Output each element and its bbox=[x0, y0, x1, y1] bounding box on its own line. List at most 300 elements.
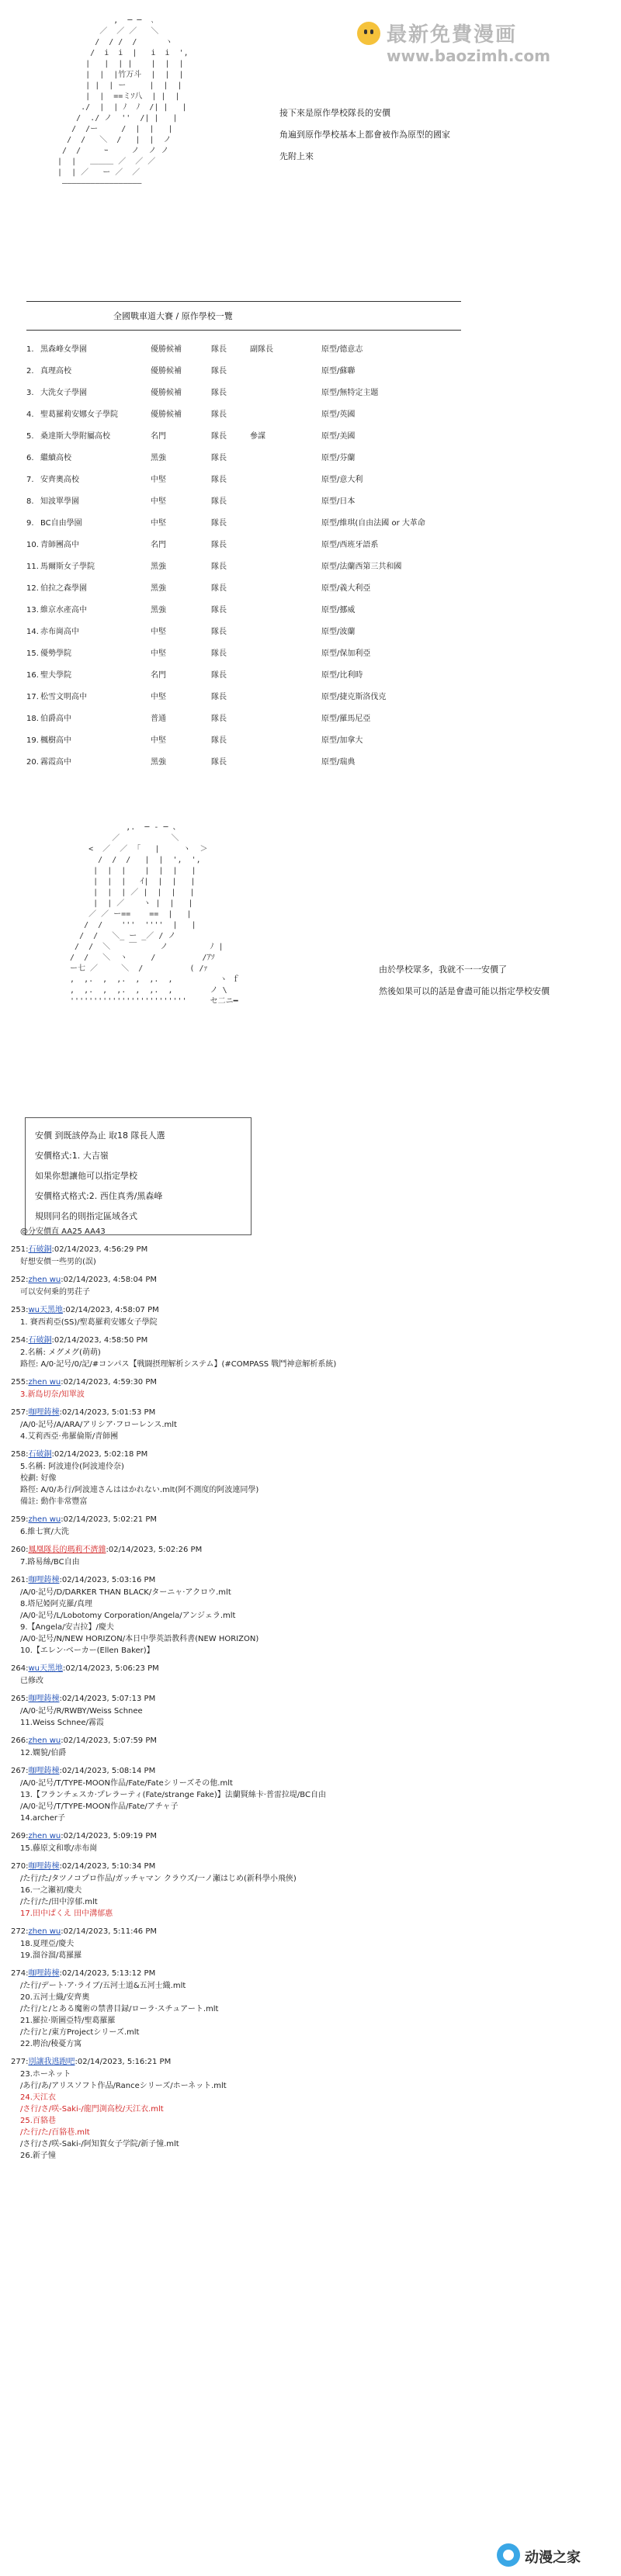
post-line: 25.百貉巷 bbox=[20, 2117, 56, 2125]
school-role: 隊長 bbox=[211, 540, 227, 549]
comment-post bbox=[11, 1663, 601, 1687]
school-name bbox=[26, 733, 151, 745]
school-type: 黑強 bbox=[151, 757, 166, 767]
post-line: 22.聘治/稜憂方寓 bbox=[20, 2040, 82, 2048]
post-body bbox=[11, 1389, 601, 1401]
roster-row bbox=[26, 489, 461, 511]
school-proto: 原型/挪威 bbox=[321, 605, 356, 615]
school-proto: 原型/維琪(自由法國 or 大革命 bbox=[321, 518, 425, 528]
post-header: 265:咖哩鋳棟:02/14/2023, 5:07:13 PM bbox=[11, 1695, 156, 1703]
school-name bbox=[26, 364, 151, 376]
school-name-text: 伯拉之森學園 bbox=[40, 583, 87, 593]
comment-post bbox=[11, 1968, 601, 2050]
comment-post bbox=[11, 1376, 601, 1401]
post-line: 16.一之瀬初/慶夫 bbox=[20, 1886, 82, 1895]
post-timestamp: :02/14/2023, 5:07:59 PM bbox=[61, 1736, 157, 1745]
post-number: 257 bbox=[11, 1408, 26, 1417]
post-body bbox=[11, 1556, 601, 1568]
post-header: 269:zhen wu:02/14/2023, 5:09:19 PM bbox=[11, 1832, 157, 1840]
post-line: 17.田中ぱくえ 田中溝郁惠 bbox=[20, 1909, 113, 1918]
school-proto: 原型/比利時 bbox=[321, 670, 363, 680]
roster-row bbox=[26, 402, 461, 424]
roster-row bbox=[26, 337, 461, 358]
school-name bbox=[26, 625, 151, 636]
post-body bbox=[11, 1778, 601, 1824]
school-type: 中堅 bbox=[151, 736, 166, 745]
roster-row bbox=[26, 663, 461, 684]
post-number: 259 bbox=[11, 1515, 26, 1524]
rule-line: 如果你想讓他可以指定學校 bbox=[35, 1171, 137, 1181]
author-link[interactable]: zhen wu bbox=[28, 1515, 61, 1524]
logo-mark-icon bbox=[497, 2543, 520, 2567]
post-line: 備註: 動作非常豐富 bbox=[20, 1497, 88, 1506]
row-number: 6. bbox=[26, 453, 34, 462]
row-number: 8. bbox=[26, 497, 34, 506]
author-link[interactable]: 咖哩鋳棟 bbox=[28, 1767, 60, 1775]
school-role: 隊長 bbox=[211, 649, 227, 658]
school-name bbox=[26, 451, 151, 462]
comment-post bbox=[11, 1765, 601, 1824]
school-roster-table bbox=[26, 301, 461, 771]
roster-row bbox=[26, 445, 461, 467]
post-line: 15.藤原文和歌/赤布崗 bbox=[20, 1844, 98, 1853]
school-proto: 原型/意大利 bbox=[321, 475, 363, 484]
school-name-text: 真理高校 bbox=[40, 366, 71, 376]
school-type: 優勝候補 bbox=[151, 366, 182, 376]
post-body bbox=[11, 1419, 601, 1442]
school-name bbox=[26, 386, 151, 397]
post-number: 253 bbox=[11, 1306, 26, 1314]
post-line: /A/0·記号/L/Lobotomy Corporation/Angela/アンジェラ.mlt bbox=[20, 1612, 236, 1620]
post-line: 1. 賽西莉亞(SS)/聖葛羅莉安娜女子學院 bbox=[20, 1318, 158, 1327]
post-line: 19.溜谷溜/葛羅羅 bbox=[20, 1951, 82, 1960]
school-type: 普通 bbox=[151, 714, 166, 723]
intro-line: 接下來是原作學校隊長的安價 bbox=[279, 108, 390, 118]
post-line: 18.夏理亞/慶夫 bbox=[20, 1940, 75, 1948]
post-line: /A/0·記号/A/ARA/アリシア·フローレンス.mlt bbox=[20, 1421, 177, 1429]
post-timestamp: :02/14/2023, 5:06:23 PM bbox=[63, 1664, 159, 1673]
school-role: 隊長 bbox=[211, 475, 227, 484]
row-number: 11. bbox=[26, 562, 39, 571]
row-number: 2. bbox=[26, 366, 34, 376]
post-body bbox=[11, 1587, 601, 1657]
post-line: /た行/た/百貉巷.mlt bbox=[20, 2128, 90, 2137]
speech-line: 然後如果可以的話是會盡可能以指定學校安價 bbox=[379, 986, 550, 996]
school-role: 隊長 bbox=[211, 366, 227, 376]
post-line: 10.【エレン·ベーカー(Ellen Baker)】 bbox=[20, 1646, 154, 1655]
author-link[interactable]: 鳳凰隊長的瑪莉不濟雜 bbox=[28, 1546, 106, 1554]
roster-row bbox=[26, 706, 461, 728]
post-line: /た行/た/タツノコプロ作品/ガッチャマン クラウズ/一ノ瀬はじめ(新科學小飛俠) bbox=[20, 1875, 297, 1883]
author-link[interactable]: 咖哩鋳棟 bbox=[28, 1408, 60, 1417]
post-line: 14.archer子 bbox=[20, 1814, 66, 1823]
post-line: 4.艾莉西亞·弗羅倫斯/青師團 bbox=[20, 1432, 119, 1441]
roster-row bbox=[26, 532, 461, 554]
roster-row bbox=[26, 641, 461, 663]
school-name-text: 知波單學園 bbox=[40, 497, 79, 506]
post-line: 路徑: A/0·記号/0/記/#コンパス【戦闘摂理解析システム】(#COMPASS 戰鬥神意解析系統) bbox=[20, 1360, 337, 1369]
row-number: 16. bbox=[26, 670, 39, 680]
post-timestamp: :02/14/2023, 5:03:16 PM bbox=[59, 1576, 156, 1584]
school-type: 中堅 bbox=[151, 649, 166, 658]
post-line: /A/0·記号/D/DARKER THAN BLACK/ターニャ·アクロウ.mlt bbox=[20, 1588, 231, 1597]
rules-box bbox=[25, 1117, 252, 1235]
intro-text bbox=[279, 102, 450, 168]
school-proto: 原型/蘇聯 bbox=[321, 366, 356, 376]
post-line: @分安價直 AA25 AA43 bbox=[20, 1227, 106, 1236]
school-name-text: 繼續高校 bbox=[40, 453, 71, 462]
post-line: 23.ホーネット bbox=[20, 2070, 71, 2079]
post-line: 好想安價一些男的(誤) bbox=[20, 1258, 96, 1266]
school-role: 隊長 bbox=[211, 605, 227, 615]
comment-post bbox=[11, 1226, 601, 1238]
comment-post bbox=[11, 1926, 601, 1961]
school-name bbox=[26, 342, 151, 354]
comment-post bbox=[11, 1449, 601, 1508]
post-timestamp: :02/14/2023, 5:13:12 PM bbox=[59, 1969, 156, 1978]
post-line: /A/0·記号/T/TYPE-MOON作品/Fate/アチャ子 bbox=[20, 1802, 179, 1811]
post-body bbox=[11, 1317, 601, 1328]
site-logo bbox=[497, 2540, 613, 2571]
author-link[interactable]: 咖哩鋳棟 bbox=[28, 1576, 60, 1584]
author-link[interactable]: 別讓我逃跑吧 bbox=[28, 2058, 75, 2066]
post-line: 可以安何乗的男荘子 bbox=[20, 1288, 90, 1297]
post-timestamp: :02/14/2023, 5:11:46 PM bbox=[61, 1927, 157, 1936]
post-header: 259:zhen wu:02/14/2023, 5:02:21 PM bbox=[11, 1515, 157, 1524]
author-link[interactable]: wu天黑地 bbox=[28, 1306, 63, 1314]
watermark-logo bbox=[357, 17, 605, 71]
comment-post bbox=[11, 1244, 601, 1268]
author-link[interactable]: zhen wu bbox=[28, 1736, 61, 1745]
row-number: 17. bbox=[26, 692, 39, 701]
post-body bbox=[11, 1526, 601, 1538]
school-role: 隊長 bbox=[211, 431, 227, 441]
post-line: /さ行/さ/咲-Saki-/阿知賀女子学院/新子憧.mlt bbox=[20, 2140, 179, 2148]
comment-post bbox=[11, 1861, 601, 1920]
row-number: 7. bbox=[26, 475, 34, 484]
watermark-url: www.baozimh.com bbox=[387, 47, 550, 65]
rule-line: 安價格式:1. 大吉嶺 bbox=[35, 1151, 109, 1161]
author-link[interactable]: 咖哩鋳棟 bbox=[28, 1862, 60, 1871]
school-name bbox=[26, 429, 151, 441]
post-header: 264:wu天黑地:02/14/2023, 5:06:23 PM bbox=[11, 1664, 159, 1673]
school-role: 隊長 bbox=[211, 562, 227, 571]
post-timestamp: :02/14/2023, 5:02:18 PM bbox=[51, 1450, 148, 1459]
post-number: 251 bbox=[11, 1245, 26, 1254]
school-name-text: 聖夫學院 bbox=[40, 670, 71, 680]
row-number: 3. bbox=[26, 388, 34, 397]
school-name bbox=[26, 581, 151, 593]
school-name-text: 桑達斯大學附屬高校 bbox=[40, 431, 110, 441]
post-timestamp: :02/14/2023, 4:58:04 PM bbox=[61, 1276, 157, 1284]
row-number: 20. bbox=[26, 757, 39, 767]
school-type: 中堅 bbox=[151, 627, 166, 636]
roster-row bbox=[26, 619, 461, 641]
intro-line: 角遍到原作學校基本上都會被作為原型的國家 bbox=[279, 130, 450, 140]
post-number: 255 bbox=[11, 1378, 26, 1387]
post-line: /A/0·記号/T/TYPE-MOON作品/Fate/Fateシリーズその他.mlt bbox=[20, 1779, 233, 1788]
post-number: 254 bbox=[11, 1336, 26, 1345]
school-type: 黑強 bbox=[151, 605, 166, 615]
school-role: 隊長 bbox=[211, 714, 227, 723]
post-line: 9.【Angela/安吉拉】/慶夫 bbox=[20, 1623, 114, 1632]
roster-row bbox=[26, 684, 461, 706]
roster-row bbox=[26, 511, 461, 532]
roster-row bbox=[26, 554, 461, 576]
post-body bbox=[11, 1873, 601, 1920]
comment-post bbox=[11, 1735, 601, 1759]
school-name bbox=[26, 538, 151, 549]
roster-row bbox=[26, 467, 461, 489]
school-name bbox=[26, 407, 151, 419]
school-name bbox=[26, 668, 151, 680]
post-header: 274:咖哩鋳棟:02/14/2023, 5:13:12 PM bbox=[11, 1969, 156, 1978]
post-number: 277 bbox=[11, 2058, 26, 2066]
post-line: /さ行/さ/咲-Saki-/龍門渕高校/天江衣.mlt bbox=[20, 2105, 164, 2114]
author-link[interactable]: wu天黑地 bbox=[28, 1664, 63, 1673]
author-link[interactable]: 咖哩鋳棟 bbox=[28, 1969, 60, 1978]
post-line: /た行/た/田中淳郁.mlt bbox=[20, 1898, 98, 1906]
post-body bbox=[11, 1286, 601, 1298]
school-type: 黑強 bbox=[151, 562, 166, 571]
author-link[interactable]: 石破銅 bbox=[28, 1245, 52, 1254]
post-line: /A/0·記号/N/NEW HORIZON/本日中學英語教科書(NEW HORIZON) bbox=[20, 1635, 259, 1643]
school-proto: 原型/英國 bbox=[321, 410, 356, 419]
post-line: 已修改 bbox=[20, 1677, 43, 1685]
post-body bbox=[11, 1747, 601, 1759]
post-line: 21.羅拉·斯圖亞特/聖葛羅羅 bbox=[20, 2017, 116, 2025]
rule-line: 規則同名的則指定區域各式 bbox=[35, 1211, 137, 1221]
school-name bbox=[26, 712, 151, 723]
school-role: 隊長 bbox=[211, 627, 227, 636]
post-number: 261 bbox=[11, 1576, 26, 1584]
author-link[interactable]: zhen wu bbox=[28, 1927, 61, 1936]
roster-row bbox=[26, 358, 461, 380]
roster-row bbox=[26, 576, 461, 597]
rule-line: 安價格式格式:2. 西住真秀/黑森峰 bbox=[35, 1191, 163, 1201]
school-proto: 原型/法蘭西第三共和國 bbox=[321, 562, 402, 571]
post-line: 3.新島切奈/知單波 bbox=[20, 1390, 85, 1399]
school-type: 名門 bbox=[151, 540, 166, 549]
comment-post bbox=[11, 1693, 601, 1729]
school-role: 隊長 bbox=[211, 410, 227, 419]
school-name-text: 優勢學院 bbox=[40, 649, 71, 658]
author-link[interactable]: zhen wu bbox=[28, 1378, 61, 1387]
school-name-text: 大洗女子學園 bbox=[40, 388, 87, 397]
post-line: 20.五河士織/安齊奧 bbox=[20, 1993, 90, 2002]
comment-post bbox=[11, 1544, 601, 1568]
post-body bbox=[11, 1461, 601, 1508]
post-header: 251:石破銅:02/14/2023, 4:56:29 PM bbox=[11, 1245, 148, 1254]
ascii-art-character-middle: ,. ─ ‐ ─ 、 ／ ＼ < ／ ／ ｢ | ヽ ＞ / / / | | ', ', | | | | | | | | | | ｲ| | | | | | | ／ | | | | | | ／ ヽ | | | ／ ／ ー== == | | / / ''' '''' | | / / ＼_ ー _／ / ノ / / ＼ ￣ ノ ﾉ | / / ＼ ヽ / /ｱｿ ー七 ／ ＼ / ( /ｧ , ,. , ,. , ,. , ヽ ｆ , ,. , ,. , ,. , ノ \ ''''''''''''''''''''''''' セ二ニ━ bbox=[70, 823, 240, 1006]
post-line: 5.名稱: 阿波連伶(阿波連伶奈) bbox=[20, 1463, 124, 1471]
roster-row bbox=[26, 750, 461, 771]
comment-post bbox=[11, 1274, 601, 1298]
post-line: 6.維七實/大洗 bbox=[20, 1528, 69, 1536]
school-name bbox=[26, 473, 151, 484]
post-header: 261:咖哩鋳棟:02/14/2023, 5:03:16 PM bbox=[11, 1576, 156, 1584]
post-number: 269 bbox=[11, 1832, 26, 1840]
school-role: 隊長 bbox=[211, 518, 227, 528]
post-body bbox=[11, 1980, 601, 2050]
post-line: /た行/デート·ア·ライブ/五河士道&五河士織.mlt bbox=[20, 1982, 186, 1990]
post-header: 255:zhen wu:02/14/2023, 4:59:30 PM bbox=[11, 1378, 157, 1387]
row-number: 9. bbox=[26, 518, 34, 528]
school-name-text: 聖葛羅莉安娜女子學院 bbox=[40, 410, 118, 419]
post-line: 校劃: 好像 bbox=[20, 1474, 57, 1483]
post-number: 274 bbox=[11, 1969, 26, 1978]
comment-post bbox=[11, 1514, 601, 1538]
school-proto: 原型/德意志 bbox=[321, 345, 363, 354]
post-header: 257:咖哩鋳棟:02/14/2023, 5:01:53 PM bbox=[11, 1408, 156, 1417]
post-line: 2.名稱: メグメグ(萌萌) bbox=[20, 1349, 101, 1357]
roster-title: 全國戰車道大賽 / 原作學校一覽 bbox=[113, 311, 233, 321]
school-role: 隊長 bbox=[211, 345, 227, 354]
post-number: 252 bbox=[11, 1276, 26, 1284]
school-extra: 副隊長 bbox=[250, 345, 273, 354]
comment-post bbox=[11, 1574, 601, 1657]
post-timestamp: :02/14/2023, 4:59:30 PM bbox=[61, 1378, 157, 1387]
school-proto: 原型/波蘭 bbox=[321, 627, 356, 636]
school-type: 中堅 bbox=[151, 692, 166, 701]
school-proto: 原型/羅馬尼亞 bbox=[321, 714, 371, 723]
author-link[interactable]: 石破銅 bbox=[28, 1336, 52, 1345]
post-number: 260 bbox=[11, 1546, 26, 1554]
school-name-text: 維京水產高中 bbox=[40, 605, 87, 615]
post-header: 266:zhen wu:02/14/2023, 5:07:59 PM bbox=[11, 1736, 157, 1745]
post-timestamp: :02/14/2023, 5:02:21 PM bbox=[61, 1515, 157, 1524]
school-proto: 原型/芬蘭 bbox=[321, 453, 356, 462]
rule-line: 安價 到既該停為止 取18 隊長人選 bbox=[35, 1130, 165, 1141]
school-type: 黑強 bbox=[151, 453, 166, 462]
comment-post bbox=[11, 2056, 601, 2162]
school-proto: 原型/西班牙語系 bbox=[321, 540, 379, 549]
school-extra: 參謀 bbox=[250, 431, 265, 441]
school-name bbox=[26, 690, 151, 701]
school-name bbox=[26, 559, 151, 571]
row-number: 18. bbox=[26, 714, 39, 723]
post-body bbox=[11, 1705, 601, 1729]
school-name bbox=[26, 494, 151, 506]
row-number: 1. bbox=[26, 345, 34, 354]
school-name-text: 黒森峰女學園 bbox=[40, 345, 87, 354]
post-body bbox=[11, 1675, 601, 1687]
post-body bbox=[11, 2069, 601, 2162]
roster-row bbox=[26, 380, 461, 402]
post-number: 264 bbox=[11, 1664, 26, 1673]
intro-line: 先附上來 bbox=[279, 151, 314, 161]
school-role: 隊長 bbox=[211, 736, 227, 745]
post-timestamp: :02/14/2023, 5:07:13 PM bbox=[59, 1695, 156, 1703]
school-proto: 原型/捷克斯洛伐克 bbox=[321, 692, 387, 701]
post-line: 11.Weiss Schnee/霧霞 bbox=[20, 1719, 104, 1727]
post-header: 258:石破銅:02/14/2023, 5:02:18 PM bbox=[11, 1450, 148, 1459]
school-name-text: 安齊奧高校 bbox=[40, 475, 79, 484]
school-type: 中堅 bbox=[151, 497, 166, 506]
post-header: 254:石破銅:02/14/2023, 4:58:50 PM bbox=[11, 1336, 148, 1345]
author-link[interactable]: zhen wu bbox=[28, 1276, 61, 1284]
school-name-text: BC自由學園 bbox=[40, 518, 82, 528]
school-proto: 原型/美國 bbox=[321, 431, 356, 441]
post-body bbox=[11, 1938, 601, 1961]
post-timestamp: :02/14/2023, 4:58:50 PM bbox=[51, 1336, 148, 1345]
school-type: 黑強 bbox=[151, 583, 166, 593]
watermark-title: 最新免費漫画 bbox=[387, 23, 518, 47]
school-role: 隊長 bbox=[211, 453, 227, 462]
school-type: 名門 bbox=[151, 670, 166, 680]
post-header: 260:鳳凰隊長的瑪莉不濟雜:02/14/2023, 5:02:26 PM bbox=[11, 1546, 203, 1554]
post-line: 12.嫻貌/伯爵 bbox=[20, 1749, 67, 1757]
post-line: 8.塔尼婭阿克羅/真理 bbox=[20, 1600, 92, 1608]
school-name bbox=[26, 516, 151, 528]
school-type: 優勝候補 bbox=[151, 345, 182, 354]
post-line: 7.路易絲/BC自由 bbox=[20, 1558, 80, 1567]
roster-row bbox=[26, 597, 461, 619]
author-link[interactable]: 石破銅 bbox=[28, 1450, 52, 1459]
post-timestamp: :02/14/2023, 4:58:07 PM bbox=[63, 1306, 159, 1314]
post-header: 252:zhen wu:02/14/2023, 4:58:04 PM bbox=[11, 1276, 157, 1284]
post-number: 258 bbox=[11, 1450, 26, 1459]
school-name-text: 馬爾斯女子學院 bbox=[40, 562, 95, 571]
school-role: 隊長 bbox=[211, 497, 227, 506]
post-line: 路徑: A/0/あ行/阿波連さんははかれない.mlt(阿不測度的阿波連同學) bbox=[20, 1486, 259, 1494]
author-link[interactable]: zhen wu bbox=[28, 1832, 61, 1840]
comment-post bbox=[11, 1335, 601, 1370]
speech-line: 由於學校眾多，我就不一一安價了 bbox=[379, 964, 507, 975]
school-role: 隊長 bbox=[211, 692, 227, 701]
school-type: 中堅 bbox=[151, 518, 166, 528]
school-name bbox=[26, 646, 151, 658]
row-number: 15. bbox=[26, 649, 39, 658]
post-line: 26.新子憧 bbox=[20, 2152, 56, 2160]
post-line: 24.天江衣 bbox=[20, 2093, 56, 2102]
post-number: 266 bbox=[11, 1736, 26, 1745]
school-name-text: 霧霞高中 bbox=[40, 757, 71, 767]
school-proto: 原型/無特定主題 bbox=[321, 388, 379, 397]
school-proto: 原型/瑞典 bbox=[321, 757, 356, 767]
post-header: 272:zhen wu:02/14/2023, 5:11:46 PM bbox=[11, 1927, 157, 1936]
school-type: 名門 bbox=[151, 431, 166, 441]
comment-post bbox=[11, 1407, 601, 1442]
row-number: 4. bbox=[26, 410, 34, 419]
post-body bbox=[11, 1347, 601, 1370]
roster-row bbox=[26, 728, 461, 750]
school-name-text: 赤布崗高中 bbox=[40, 627, 79, 636]
post-body bbox=[11, 1256, 601, 1268]
post-timestamp: :02/14/2023, 5:01:53 PM bbox=[59, 1408, 156, 1417]
school-name bbox=[26, 603, 151, 615]
row-number: 19. bbox=[26, 736, 39, 745]
post-number: 267 bbox=[11, 1767, 26, 1775]
comment-thread bbox=[11, 1226, 601, 2168]
school-proto: 原型/保加利亞 bbox=[321, 649, 371, 658]
author-link[interactable]: 咖哩鋳棟 bbox=[28, 1695, 60, 1703]
post-timestamp: :02/14/2023, 5:09:19 PM bbox=[61, 1832, 157, 1840]
post-timestamp: :02/14/2023, 5:10:34 PM bbox=[59, 1862, 156, 1871]
row-number: 14. bbox=[26, 627, 39, 636]
school-proto: 原型/日本 bbox=[321, 497, 356, 506]
ascii-art-character-top: , ─ ─ ､ ／ ／ ／ ＼ / / / / ヽ / i i | i i ', | | | | | | | | | |竹万斗 | | | | | | ー | | | | | ==ミｿ八 | | | ./ | | ﾉ ﾉ /| | | / ./ ノ '' /| | | / /ー / | | | / / ＼ / | | ノ / / ｰ ノ ノ ノ | | ＿＿＿ ／ ／ ／ | | ／ ー ／ ／ ――――――――――――――――― bbox=[57, 16, 189, 188]
post-line: /あ行/あ/アリスソフト作品/Ranceシリーズ/ホーネット.mlt bbox=[20, 2082, 227, 2090]
row-number: 10. bbox=[26, 540, 39, 549]
roster-row bbox=[26, 424, 461, 445]
school-name-text: 伯爵高中 bbox=[40, 714, 71, 723]
post-timestamp: :02/14/2023, 5:16:21 PM bbox=[75, 2058, 172, 2066]
post-body bbox=[11, 1843, 601, 1854]
post-body bbox=[11, 1226, 601, 1238]
post-timestamp: :02/14/2023, 4:56:29 PM bbox=[51, 1245, 148, 1254]
school-role: 隊長 bbox=[211, 583, 227, 593]
